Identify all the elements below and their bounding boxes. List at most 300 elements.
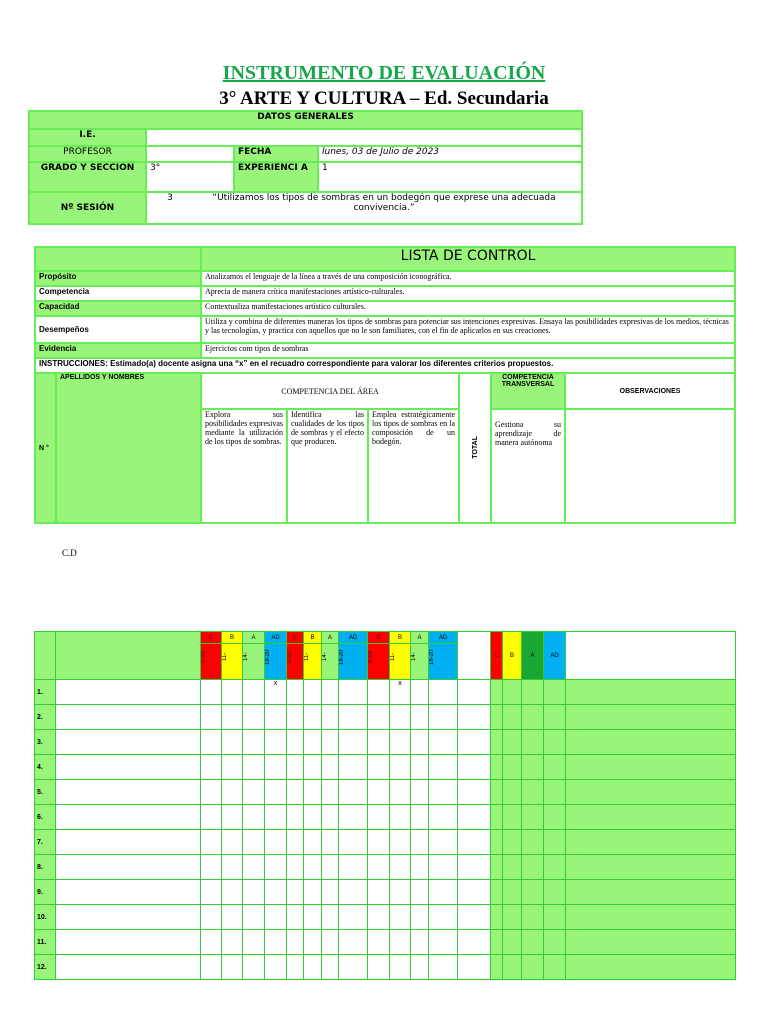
student-name-cell[interactable]	[56, 680, 201, 705]
level-c: C	[368, 632, 390, 644]
transversal-label: COMPETENCIA TRANSVERSAL	[491, 373, 565, 409]
criteria-checkbox-cell[interactable]	[368, 830, 390, 855]
transversal-level-cell[interactable]	[503, 830, 522, 855]
transversal-level-cell[interactable]	[544, 755, 566, 780]
criteria-checkbox-cell[interactable]	[411, 755, 429, 780]
range-14: 14-	[322, 652, 328, 662]
student-name-cell[interactable]	[56, 780, 201, 805]
evidencia-label: Evidencia	[35, 343, 201, 358]
observaciones-cell[interactable]	[566, 930, 736, 955]
sesion-cell[interactable]	[146, 192, 582, 224]
document-title: INSTRUMENTO DE EVALUACIÓN	[222, 62, 546, 84]
criteria-checkbox-cell[interactable]	[368, 880, 390, 905]
criteria-checkbox-cell[interactable]	[287, 680, 304, 705]
transversal-level-cell[interactable]	[491, 955, 503, 980]
criteria-checkbox-cell[interactable]	[201, 955, 222, 980]
experiencia-value[interactable]: 1	[318, 162, 582, 192]
row-number: 10.	[35, 905, 56, 930]
criteria-checkbox-cell[interactable]	[243, 730, 265, 755]
criteria-checkbox-cell[interactable]	[304, 805, 322, 830]
table-row	[35, 705, 736, 730]
criteria-checkbox-cell[interactable]	[287, 705, 304, 730]
criteria-checkbox-cell[interactable]	[287, 780, 304, 805]
criteria-checkbox-cell[interactable]	[390, 730, 411, 755]
criteria-checkbox-cell[interactable]	[368, 930, 390, 955]
criteria-checkbox-cell[interactable]	[339, 930, 368, 955]
student-name-cell[interactable]	[56, 730, 201, 755]
student-name-cell[interactable]	[56, 855, 201, 880]
transversal-level-cell[interactable]	[522, 830, 544, 855]
evidencia-value: Ejercicios com tipos de sombras	[201, 343, 735, 358]
student-name-cell[interactable]	[56, 705, 201, 730]
criteria-checkbox-cell[interactable]	[429, 755, 458, 780]
criteria-checkbox-cell[interactable]	[287, 755, 304, 780]
total-cell[interactable]	[458, 755, 491, 780]
criteria-checkbox-cell[interactable]	[368, 855, 390, 880]
transversal-level-cell[interactable]	[491, 780, 503, 805]
criteria-checkbox-cell[interactable]	[243, 855, 265, 880]
level-a: A	[411, 632, 429, 644]
criteria-checkbox-cell[interactable]	[411, 805, 429, 830]
criterio-3: Emplea estratégicamente los tipos de sombras en la composición de un bodegón.	[368, 409, 459, 523]
table-row	[35, 930, 736, 955]
criteria-checkbox-cell[interactable]	[429, 855, 458, 880]
total-cell[interactable]	[458, 955, 491, 980]
observaciones-cell[interactable]	[566, 805, 736, 830]
transversal-level-c: C	[491, 632, 503, 680]
profesor-value[interactable]	[146, 146, 234, 162]
student-name-cell[interactable]	[56, 830, 201, 855]
criteria-checkbox-cell[interactable]	[339, 680, 368, 705]
transversal-level-cell[interactable]	[503, 805, 522, 830]
criteria-checkbox-cell[interactable]	[222, 805, 243, 830]
transversal-level-cell[interactable]	[522, 680, 544, 705]
criteria-checkbox-cell[interactable]	[304, 680, 322, 705]
criteria-checkbox-cell[interactable]	[201, 905, 222, 930]
criteria-checkbox-cell[interactable]	[339, 855, 368, 880]
total-cell[interactable]	[458, 680, 491, 705]
criteria-checkbox-cell[interactable]	[368, 905, 390, 930]
transversal-level-cell[interactable]	[544, 905, 566, 930]
row-number: 6.	[35, 805, 56, 830]
observaciones-cell[interactable]	[566, 880, 736, 905]
criteria-checkbox-cell[interactable]	[265, 955, 287, 980]
criteria-checkbox-cell[interactable]	[339, 905, 368, 930]
criteria-checkbox-cell[interactable]	[265, 930, 287, 955]
criteria-checkbox-cell[interactable]	[411, 705, 429, 730]
table-row	[35, 805, 736, 830]
row-number: 9.	[35, 880, 56, 905]
transversal-level-cell[interactable]	[544, 780, 566, 805]
observaciones-cell[interactable]	[566, 905, 736, 930]
criteria-checkbox-cell[interactable]	[390, 855, 411, 880]
criteria-checkbox-cell[interactable]	[222, 680, 243, 705]
level-b: B	[222, 632, 243, 644]
competencia-area-label: COMPETENCIA DEL ÁREA	[201, 373, 459, 409]
range-18-20: 18-20	[339, 649, 345, 665]
criteria-checkbox-cell[interactable]	[201, 880, 222, 905]
criteria-checkbox-cell[interactable]	[287, 905, 304, 930]
criteria-checkbox-cell[interactable]	[368, 955, 390, 980]
criteria-checkbox-cell[interactable]	[222, 955, 243, 980]
level-ad: AD	[265, 632, 287, 644]
desempenos-value: Utiliza y combina de diferentes maneras los tipos de sombras para potenciar sus intenciones expresivas. Ensaya las posibilidades expresivas de los medios, técnicas y las tecnologías, y practica con aquellos que no le son familiares, con el fin de aplicarlos en sus creaciones.	[201, 316, 735, 343]
criteria-checkbox-cell[interactable]	[243, 780, 265, 805]
criteria-checkbox-cell[interactable]	[265, 755, 287, 780]
criteria-checkbox-cell[interactable]	[265, 880, 287, 905]
student-name-cell[interactable]	[56, 880, 201, 905]
criteria-checkbox-cell[interactable]	[339, 805, 368, 830]
criteria-checkbox-cell[interactable]	[322, 730, 339, 755]
criteria-checkbox-cell[interactable]	[222, 880, 243, 905]
document-subtitle: 3° ARTE Y CULTURA – Ed. Secundaria	[219, 88, 549, 109]
level-b: B	[304, 632, 322, 644]
grado-value[interactable]: 3°	[146, 162, 234, 192]
criteria-checkbox-cell[interactable]	[339, 755, 368, 780]
total-cell[interactable]	[458, 830, 491, 855]
criteria-checkbox-cell[interactable]	[287, 930, 304, 955]
observaciones-cell[interactable]	[566, 680, 736, 705]
criteria-checkbox-cell[interactable]	[390, 705, 411, 730]
criteria-checkbox-cell[interactable]	[429, 805, 458, 830]
criteria-checkbox-cell[interactable]	[304, 855, 322, 880]
student-name-cell[interactable]	[56, 905, 201, 930]
criteria-checkbox-cell[interactable]	[411, 780, 429, 805]
criteria-checkbox-cell[interactable]	[429, 730, 458, 755]
observaciones-cell[interactable]	[566, 705, 736, 730]
criteria-checkbox-cell[interactable]	[390, 830, 411, 855]
level-c: C	[287, 632, 304, 644]
criteria-checkbox-cell[interactable]	[201, 830, 222, 855]
criteria-checkbox-cell[interactable]	[287, 730, 304, 755]
transversal-level-cell[interactable]	[491, 730, 503, 755]
criteria-checkbox-cell[interactable]	[339, 830, 368, 855]
criteria-checkbox-cell[interactable]	[429, 780, 458, 805]
transversal-level-cell[interactable]	[503, 780, 522, 805]
ie-label: I.E.	[29, 129, 146, 146]
transversal-level-cell[interactable]	[522, 905, 544, 930]
criteria-checkbox-cell[interactable]	[411, 955, 429, 980]
criteria-checkbox-cell[interactable]	[368, 755, 390, 780]
criteria-checkbox-cell[interactable]	[339, 880, 368, 905]
criteria-checkbox-cell[interactable]	[201, 855, 222, 880]
range-18-20: 18-20	[429, 649, 435, 665]
range-18-20: 18-20	[265, 649, 271, 665]
criteria-checkbox-cell[interactable]	[411, 855, 429, 880]
transversal-level-cell[interactable]	[522, 880, 544, 905]
transversal-level-cell[interactable]	[491, 805, 503, 830]
grid-level-row	[35, 632, 736, 644]
criteria-checkbox-cell[interactable]	[243, 705, 265, 730]
criteria-checkbox-cell[interactable]	[429, 930, 458, 955]
criteria-checkbox-cell[interactable]: x	[265, 680, 287, 705]
criteria-checkbox-cell[interactable]	[222, 755, 243, 780]
row-number: 8.	[35, 855, 56, 880]
fecha-value[interactable]: lunes, 03 de Julio de 2023	[318, 146, 582, 162]
criteria-checkbox-cell[interactable]	[222, 830, 243, 855]
criteria-checkbox-cell[interactable]	[222, 730, 243, 755]
row-number: 2.	[35, 705, 56, 730]
criterio-2: Identifica las cualidades de los tipos de sombras y el efecto que producen.	[287, 409, 368, 523]
row-number: 3.	[35, 730, 56, 755]
criteria-checkbox-cell[interactable]	[201, 755, 222, 780]
criteria-checkbox-cell[interactable]	[368, 805, 390, 830]
competencia-label: Competencia	[35, 286, 201, 301]
transversal-level-cell[interactable]	[522, 805, 544, 830]
transversal-level-cell[interactable]	[544, 705, 566, 730]
criteria-checkbox-cell[interactable]	[222, 780, 243, 805]
transversal-level-cell[interactable]	[491, 880, 503, 905]
total-cell[interactable]	[458, 880, 491, 905]
criteria-checkbox-cell[interactable]	[339, 955, 368, 980]
criteria-checkbox-cell[interactable]	[243, 805, 265, 830]
criteria-checkbox-cell[interactable]	[265, 780, 287, 805]
criteria-checkbox-cell[interactable]	[304, 955, 322, 980]
criteria-checkbox-cell[interactable]	[201, 930, 222, 955]
transversal-level-cell[interactable]	[503, 755, 522, 780]
student-name-cell[interactable]	[56, 955, 201, 980]
criteria-checkbox-cell[interactable]	[411, 905, 429, 930]
criteria-checkbox-cell[interactable]	[265, 905, 287, 930]
criteria-checkbox-cell[interactable]	[339, 780, 368, 805]
criteria-checkbox-cell[interactable]	[322, 680, 339, 705]
fecha-label: FECHA	[234, 146, 318, 162]
criteria-checkbox-cell[interactable]	[368, 780, 390, 805]
transversal-level-cell[interactable]	[491, 930, 503, 955]
cd-text: C.D	[62, 548, 77, 558]
level-c: C	[201, 632, 222, 644]
criteria-checkbox-cell[interactable]	[390, 780, 411, 805]
student-name-cell[interactable]	[56, 805, 201, 830]
transversal-level-a: A	[522, 632, 544, 680]
observaciones-label: OBSERVACIONES	[565, 373, 735, 409]
observaciones-cell[interactable]	[566, 955, 736, 980]
transversal-level-cell[interactable]	[503, 905, 522, 930]
criteria-checkbox-cell[interactable]	[322, 705, 339, 730]
range-0-10: 0-10	[201, 651, 207, 664]
criteria-checkbox-cell[interactable]	[243, 830, 265, 855]
criteria-checkbox-cell[interactable]	[265, 855, 287, 880]
transversal-level-cell[interactable]	[522, 755, 544, 780]
transversal-level-cell[interactable]	[544, 830, 566, 855]
student-name-cell[interactable]	[56, 755, 201, 780]
experiencia-label: EXPERIENCI A	[234, 162, 318, 192]
transversal-level-cell[interactable]	[491, 830, 503, 855]
criteria-checkbox-cell[interactable]	[411, 880, 429, 905]
criteria-checkbox-cell[interactable]	[287, 855, 304, 880]
total-cell[interactable]	[458, 705, 491, 730]
transversal-level-cell[interactable]	[491, 905, 503, 930]
criteria-checkbox-cell[interactable]	[304, 730, 322, 755]
grid-corner-n	[35, 632, 56, 680]
table-row	[35, 855, 736, 880]
observaciones-cell[interactable]	[566, 855, 736, 880]
criteria-checkbox-cell[interactable]	[304, 905, 322, 930]
criteria-checkbox-cell[interactable]	[265, 830, 287, 855]
criteria-checkbox-cell[interactable]	[322, 780, 339, 805]
transversal-level-cell[interactable]	[503, 855, 522, 880]
transversal-level-ad: AD	[544, 632, 566, 680]
criteria-checkbox-cell[interactable]	[368, 730, 390, 755]
table-row	[35, 905, 736, 930]
criteria-checkbox-cell[interactable]	[201, 780, 222, 805]
criteria-checkbox-cell[interactable]	[287, 830, 304, 855]
criteria-checkbox-cell[interactable]	[304, 880, 322, 905]
instrucciones: INSTRUCCIONES: Estimado(a) docente asigna una “x” en el recuadro correspondiente para valorar los diferentes criterios propuestos.	[35, 358, 735, 373]
transversal-level-cell[interactable]	[522, 780, 544, 805]
criteria-checkbox-cell[interactable]	[429, 680, 458, 705]
criteria-checkbox-cell[interactable]	[201, 730, 222, 755]
total-label: TOTAL	[471, 435, 479, 459]
criteria-checkbox-cell[interactable]	[390, 805, 411, 830]
transversal-level-cell[interactable]	[522, 730, 544, 755]
range-11: 11-	[390, 652, 396, 662]
transversal-level-cell[interactable]	[544, 805, 566, 830]
criteria-checkbox-cell[interactable]	[390, 755, 411, 780]
criteria-checkbox-cell[interactable]	[368, 705, 390, 730]
row-number: 7.	[35, 830, 56, 855]
criteria-checkbox-cell[interactable]	[304, 705, 322, 730]
criteria-checkbox-cell[interactable]	[222, 930, 243, 955]
criteria-checkbox-cell[interactable]	[411, 830, 429, 855]
level-b: B	[390, 632, 411, 644]
criteria-checkbox-cell[interactable]	[368, 680, 390, 705]
criteria-checkbox-cell[interactable]	[429, 880, 458, 905]
sesion-value: “Utilizamos los tipos de sombras en un bodegón que exprese una adecuada convivencia.”	[212, 193, 556, 213]
criteria-checkbox-cell[interactable]: x	[390, 680, 411, 705]
transversal-level-cell[interactable]	[544, 730, 566, 755]
criteria-checkbox-cell[interactable]	[265, 730, 287, 755]
criteria-checkbox-cell[interactable]	[322, 955, 339, 980]
capacidad-label: Capacidad	[35, 301, 201, 316]
sesion-number: 3	[167, 193, 173, 203]
total-cell[interactable]	[458, 905, 491, 930]
criteria-checkbox-cell[interactable]	[287, 805, 304, 830]
transversal-level-cell[interactable]	[544, 955, 566, 980]
observaciones-cell[interactable]	[566, 780, 736, 805]
transversal-level-cell[interactable]	[544, 930, 566, 955]
criteria-checkbox-cell[interactable]	[411, 680, 429, 705]
table-row	[35, 730, 736, 755]
criteria-checkbox-cell[interactable]	[411, 930, 429, 955]
transversal-level-cell[interactable]	[503, 705, 522, 730]
table-row	[35, 680, 736, 705]
proposito-label: Propósito	[35, 271, 201, 286]
criteria-checkbox-cell[interactable]	[243, 930, 265, 955]
total-cell[interactable]	[458, 780, 491, 805]
criteria-checkbox-cell[interactable]	[287, 955, 304, 980]
criteria-checkbox-cell[interactable]	[222, 905, 243, 930]
criteria-checkbox-cell[interactable]	[201, 805, 222, 830]
table-row	[35, 880, 736, 905]
criteria-checkbox-cell[interactable]	[201, 705, 222, 730]
criteria-checkbox-cell[interactable]	[222, 855, 243, 880]
criteria-checkbox-cell[interactable]	[243, 755, 265, 780]
transversal-level-cell[interactable]	[522, 705, 544, 730]
criteria-checkbox-cell[interactable]	[390, 955, 411, 980]
transversal-level-cell[interactable]	[491, 855, 503, 880]
criteria-checkbox-cell[interactable]	[243, 905, 265, 930]
criteria-checkbox-cell[interactable]	[390, 930, 411, 955]
observaciones-value[interactable]	[565, 409, 735, 523]
level-ad: AD	[339, 632, 368, 644]
criteria-checkbox-cell[interactable]	[429, 905, 458, 930]
criteria-checkbox-cell[interactable]	[201, 680, 222, 705]
criteria-checkbox-cell[interactable]	[339, 705, 368, 730]
observaciones-cell[interactable]	[566, 830, 736, 855]
transversal-level-cell[interactable]	[491, 680, 503, 705]
transversal-level-cell[interactable]	[522, 955, 544, 980]
criteria-checkbox-cell[interactable]	[304, 930, 322, 955]
criteria-checkbox-cell[interactable]	[429, 955, 458, 980]
transversal-level-cell[interactable]	[522, 930, 544, 955]
transversal-level-cell[interactable]	[503, 955, 522, 980]
evaluation-grid	[34, 631, 736, 980]
criteria-checkbox-cell[interactable]	[304, 830, 322, 855]
transversal-level-cell[interactable]	[544, 880, 566, 905]
total-cell[interactable]	[458, 730, 491, 755]
level-a: A	[243, 632, 265, 644]
proposito-value: Analizamos el lenguaje de la línea a través de una composición iconográfica.	[201, 271, 735, 286]
criteria-checkbox-cell[interactable]	[243, 880, 265, 905]
total-cell[interactable]	[458, 855, 491, 880]
criteria-checkbox-cell[interactable]	[322, 830, 339, 855]
ie-value[interactable]	[146, 129, 582, 146]
transversal-level-cell[interactable]	[503, 880, 522, 905]
criteria-checkbox-cell[interactable]	[322, 755, 339, 780]
transversal-level-cell[interactable]	[503, 930, 522, 955]
datos-generales-heading: DATOS GENERALES	[29, 111, 582, 129]
transversal-level-cell[interactable]	[544, 855, 566, 880]
transversal-level-cell[interactable]	[522, 855, 544, 880]
transversal-level-cell[interactable]	[544, 680, 566, 705]
criteria-checkbox-cell[interactable]	[243, 680, 265, 705]
observaciones-cell[interactable]	[566, 730, 736, 755]
transversal-level-cell[interactable]	[503, 680, 522, 705]
criteria-checkbox-cell[interactable]	[243, 955, 265, 980]
table-row	[35, 755, 736, 780]
total-cell[interactable]	[458, 805, 491, 830]
criteria-checkbox-cell[interactable]	[322, 855, 339, 880]
observaciones-cell[interactable]	[566, 755, 736, 780]
student-name-cell[interactable]	[56, 930, 201, 955]
criteria-checkbox-cell[interactable]	[322, 880, 339, 905]
criteria-checkbox-cell[interactable]	[429, 705, 458, 730]
total-cell[interactable]	[458, 930, 491, 955]
criteria-checkbox-cell[interactable]	[287, 880, 304, 905]
criteria-checkbox-cell[interactable]	[339, 730, 368, 755]
criteria-checkbox-cell[interactable]	[222, 705, 243, 730]
criteria-checkbox-cell[interactable]	[429, 830, 458, 855]
transversal-value: Gestiona su aprendizaje de manera autónoma	[491, 409, 565, 523]
range-0-10: 0-10	[287, 651, 293, 664]
criteria-checkbox-cell[interactable]	[304, 755, 322, 780]
transversal-level-cell[interactable]	[503, 730, 522, 755]
criteria-checkbox-cell[interactable]	[390, 905, 411, 930]
level-ad: AD	[429, 632, 458, 644]
criteria-checkbox-cell[interactable]	[322, 930, 339, 955]
transversal-level-cell[interactable]	[491, 705, 503, 730]
criteria-checkbox-cell[interactable]	[322, 805, 339, 830]
row-number: 12.	[35, 955, 56, 980]
criteria-checkbox-cell[interactable]	[265, 805, 287, 830]
criteria-checkbox-cell[interactable]	[322, 905, 339, 930]
criteria-checkbox-cell[interactable]	[411, 730, 429, 755]
transversal-level-cell[interactable]	[491, 755, 503, 780]
criteria-checkbox-cell[interactable]	[265, 705, 287, 730]
criteria-checkbox-cell[interactable]	[390, 880, 411, 905]
criteria-checkbox-cell[interactable]	[304, 780, 322, 805]
